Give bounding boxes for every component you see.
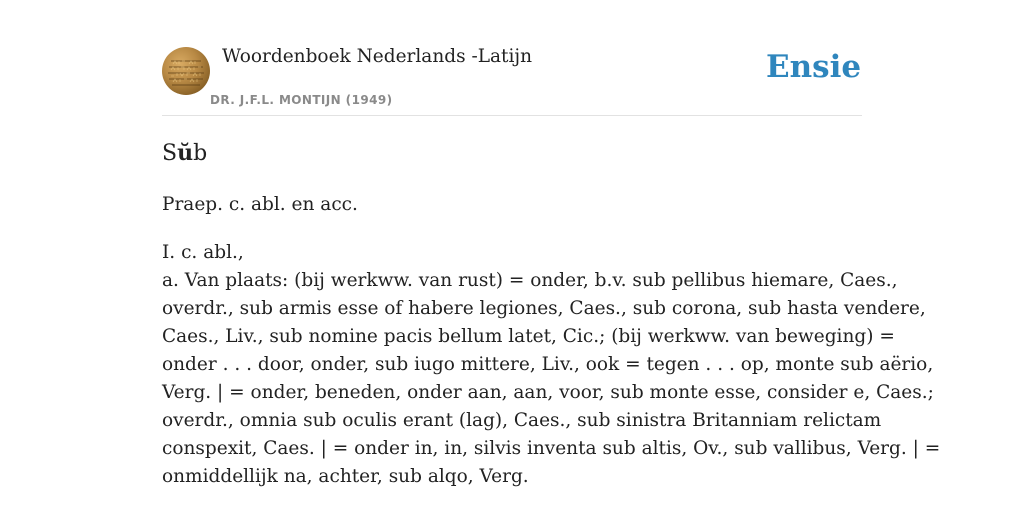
- definition-line: Caes., Liv., sub nomine pacis bellum latet, Cic.; (bij werkww. van beweging) =: [162, 326, 895, 347]
- entry-definition: [162, 239, 941, 491]
- definition-line: I. c. abl.,: [162, 242, 244, 263]
- definition-line: Verg. | = onder, beneden, onder aan, aan, voor, sub monte esse, consider e, Caes.;: [162, 382, 934, 403]
- definition-line: onmiddellijk na, achter, sub alqo, Verg.: [162, 466, 529, 487]
- coin-inscription-icon: [162, 47, 210, 95]
- definition-line: overdr., omnia sub oculis erant (lag), Caes., sub sinistra Britanniam relictam: [162, 410, 882, 431]
- book-title[interactable]: Woordenboek Nederlands -Latijn: [222, 46, 533, 67]
- definition-line: onder . . . door, onder, sub iugo mittere, Liv., ook = tegen . . . op, monte sub aërio,: [162, 354, 934, 375]
- ensie-brand-logo[interactable]: Ensie: [766, 49, 862, 85]
- headword-prefix: S: [162, 141, 178, 166]
- coin-logo-icon[interactable]: [162, 47, 210, 95]
- headword-suffix: b: [193, 141, 208, 166]
- book-author: DR. J.F.L. MONTIJN (1949): [210, 93, 393, 107]
- definition-line: a. Van plaats: (bij werkww. van rust) = onder, b.v. sub pellibus hiemare, Caes.,: [162, 270, 898, 291]
- entry-headword: [162, 140, 207, 166]
- definition-line: conspexit, Caes. | = onder in, in, silvis inventa sub altis, Ov., sub vallibus, Verg. | =: [162, 438, 941, 459]
- entry-grammar: Praep. c. abl. en acc.: [162, 194, 358, 215]
- definition-line: overdr., sub armis esse of habere legiones, Caes., sub corona, sub hasta vendere,: [162, 298, 926, 319]
- headword-accented-letter: ŭ: [177, 140, 194, 166]
- header-divider: [162, 115, 862, 116]
